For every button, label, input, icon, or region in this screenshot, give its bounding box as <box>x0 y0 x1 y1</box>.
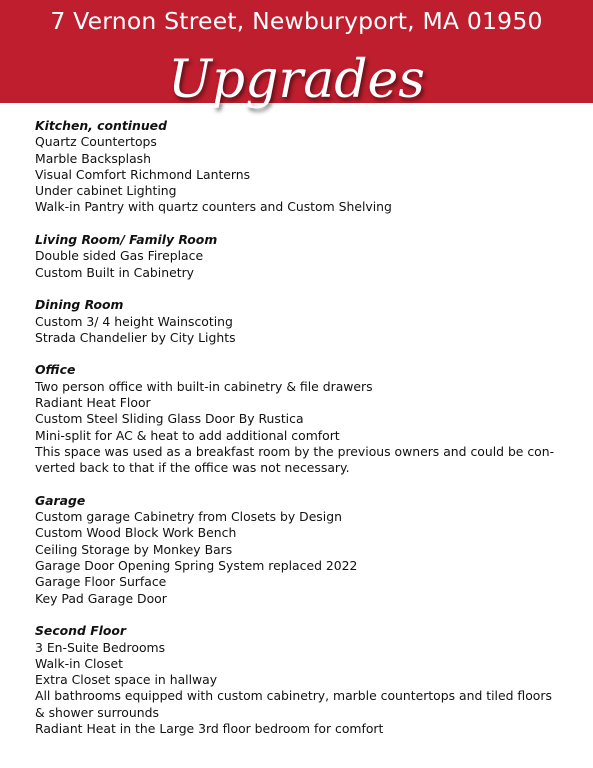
section-title: Garage <box>35 492 86 508</box>
section-title: Second Floor <box>35 623 127 639</box>
list-item: Radiant Heat in the Large 3rd floor bedroom for comfort <box>35 720 384 736</box>
section-garage <box>35 493 560 607</box>
list-item: 3 En-Suite Bedrooms <box>35 639 166 655</box>
list-item: Garage Floor Surface <box>35 574 167 590</box>
list-item: Key Pad Garage Door <box>35 590 167 606</box>
section-title: Kitchen, continued <box>35 118 167 133</box>
list-item: Under cabinet Lighting <box>35 183 177 199</box>
list-item: Two person office with built-in cabinetry & file drawers <box>35 378 373 394</box>
list-item: This space was used as a breakfast room by the previous owners and could be con-verted back to that if the office was not necessary. <box>35 443 555 476</box>
section-title: Dining Room <box>35 297 124 313</box>
list-item: Custom garage Cabinetry from Closets by Design <box>35 509 342 525</box>
section-title: Office <box>35 362 76 378</box>
list-item: Mini-split for AC & heat to add additional comfort <box>35 427 340 443</box>
list-item: Custom Built in Cabinetry <box>35 264 194 280</box>
section-office <box>35 362 560 476</box>
list-item: Radiant Heat Floor <box>35 395 151 411</box>
list-item: Walk-in Pantry with quartz counters and Custom Shelving <box>35 199 392 215</box>
list-item: Visual Comfort Richmond Lanterns <box>35 166 251 182</box>
property-address: 7 Vernon Street, Newburyport, MA 01950 <box>50 7 543 35</box>
list-item: Walk-in Closet <box>35 655 123 671</box>
section-kitchen <box>35 118 560 216</box>
list-item: Custom 3/ 4 height Wainscoting <box>35 313 233 329</box>
list-item: Marble Backsplash <box>35 150 151 166</box>
list-item: Custom Wood Block Work Bench <box>35 525 237 541</box>
list-item: All bathrooms equipped with custom cabinetry, marble countertops and tiled floors & shower surrounds <box>35 688 552 720</box>
header-banner <box>0 0 593 110</box>
page-title: Upgrades <box>167 50 425 110</box>
list-item: Quartz Countertops <box>35 134 157 150</box>
section-living-room <box>35 232 560 281</box>
list-item: Strada Chandelier by City Lights <box>35 329 236 345</box>
section-dining-room <box>35 297 560 346</box>
upgrades-list <box>35 118 560 754</box>
list-item: Extra Closet space in hallway <box>35 672 218 688</box>
section-second-floor <box>35 623 560 737</box>
list-item: Custom Steel Sliding Glass Door By Rustica <box>35 411 304 427</box>
section-title: Living Room/ Family Room <box>35 232 218 248</box>
list-item: Double sided Gas Fireplace <box>35 248 204 264</box>
list-item: Garage Door Opening Spring System replaced 2022 <box>35 558 358 574</box>
list-item: Ceiling Storage by Monkey Bars <box>35 541 233 557</box>
